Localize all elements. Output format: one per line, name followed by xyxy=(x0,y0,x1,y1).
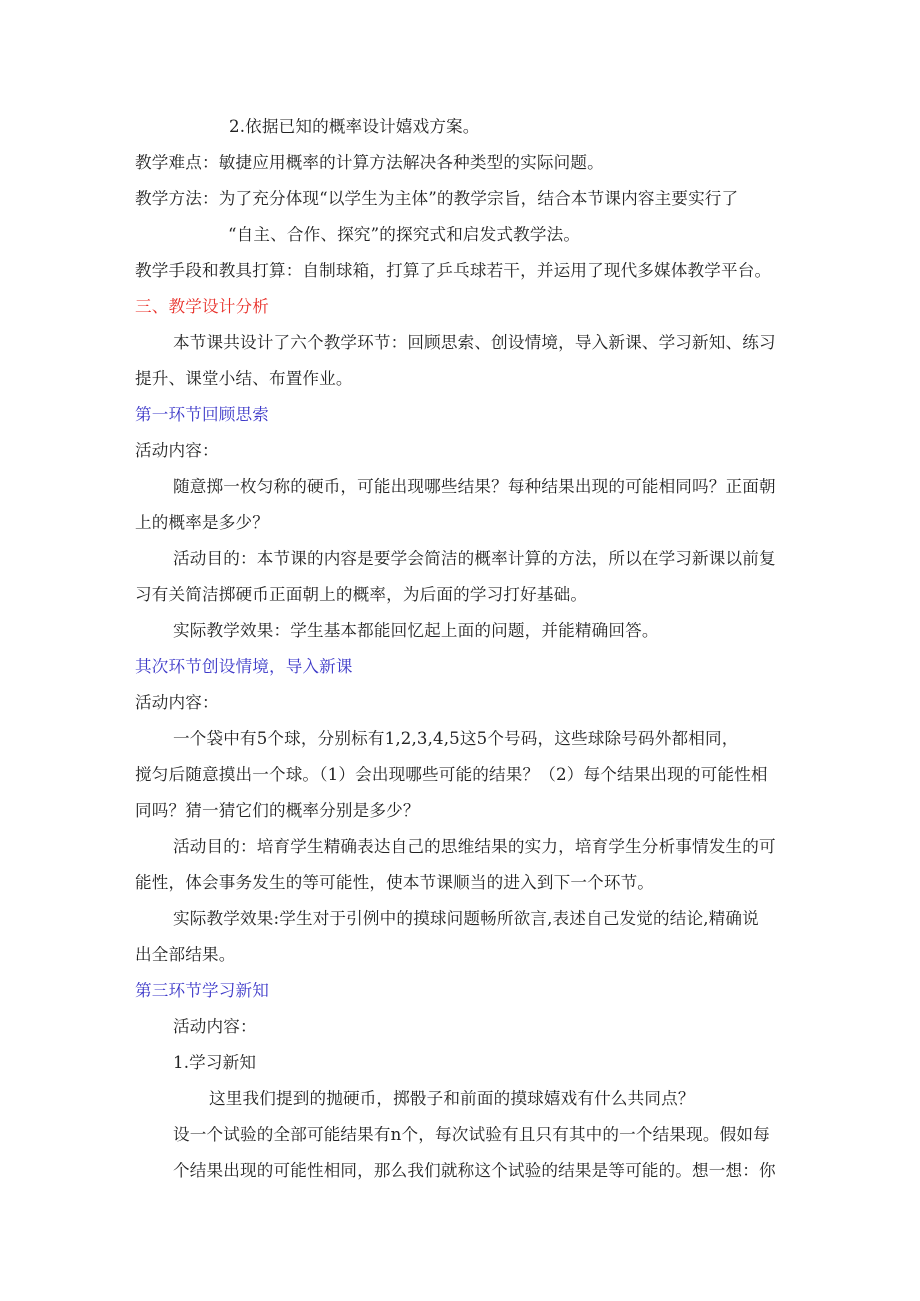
section-heading-design-analysis: 三、教学设计分析 xyxy=(135,297,269,316)
step-2-content-line-3: 同吗？猜一猜它们的概率分别是多少？ xyxy=(135,801,420,820)
step-1-activity-label: 活动内容： xyxy=(135,441,219,460)
step-1-heading: 第一环节回顾思索 xyxy=(135,405,269,424)
step-2-activity-label: 活动内容： xyxy=(135,693,219,712)
step-2-content-line-1: 一个袋中有5个球，分别标有1,2,3,4,5这5个号码，这些球除号码外都相同， xyxy=(173,729,739,748)
step-3-definition-line-2: 个结果出现的可能性相同，那么我们就称这个试验的结果是等可能的。想一想：你 xyxy=(173,1161,776,1180)
goal-item-2: 2.依据已知的概率设计嬉戏方案。 xyxy=(229,117,480,136)
step-1-content-line-1: 随意掷一枚匀称的硬币，可能出现哪些结果？每种结果出现的可能相同吗？正面朝 xyxy=(173,477,776,496)
step-2-effect-line-2: 出全部结果。 xyxy=(135,945,236,964)
step-3-subheading: 1.学习新知 xyxy=(173,1053,257,1072)
step-3-heading: 第三环节学习新知 xyxy=(135,981,269,1000)
design-overview-line-2: 提升、课堂小结、布置作业。 xyxy=(135,369,353,388)
step-3-definition-line-1: 设一个试验的全部可能结果有n个，每次试验有且只有其中的一个结果现。假如每 xyxy=(173,1125,770,1144)
teaching-tools: 教学手段和教具打算：自制球箱，打算了乒乓球若干，并运用了现代多媒体教学平台。 xyxy=(135,261,772,280)
step-3-activity-label: 活动内容： xyxy=(173,1017,257,1036)
step-1-purpose-line-1: 活动目的：本节课的内容是要学会简洁的概率计算的方法，所以在学习新课以前复 xyxy=(173,549,776,568)
step-2-purpose-line-1: 活动目的：培育学生精确表达自己的思维结果的实力，培育学生分析事情发生的可 xyxy=(173,837,776,856)
step-3-question: 这里我们提到的抛硬币，掷骰子和前面的摸球嬉戏有什么共同点？ xyxy=(209,1089,695,1108)
teaching-method-line-1: 教学方法：为了充分体现“以学生为主体”的教学宗旨，结合本节课内容主要实行了 xyxy=(135,189,739,208)
teaching-difficulty: 教学难点：敏捷应用概率的计算方法解决各种类型的实际问题。 xyxy=(135,153,604,172)
step-2-effect-line-1: 实际教学效果:学生对于引例中的摸球问题畅所欲言,表述自己发觉的结论,精确说 xyxy=(173,909,759,928)
step-1-content-line-2: 上的概率是多少？ xyxy=(135,513,269,532)
design-overview-line-1: 本节课共设计了六个教学环节：回顾思索、创设情境，导入新课、学习新知、练习 xyxy=(173,333,776,352)
teaching-method-line-2: “自主、合作、探究”的探究式和启发式教学法。 xyxy=(228,225,581,244)
step-1-effect: 实际教学效果：学生基本都能回忆起上面的问题，并能精确回答。 xyxy=(173,621,659,640)
step-2-content-line-2: 搅匀后随意摸出一个球。（1）会出现哪些可能的结果？（2）每个结果出现的可能性相 xyxy=(135,765,768,784)
step-1-purpose-line-2: 习有关简洁掷硬币正面朝上的概率，为后面的学习打好基础。 xyxy=(135,585,588,604)
step-2-heading: 其次环节创设情境，导入新课 xyxy=(135,657,353,676)
step-2-purpose-line-2: 能性，体会事务发生的等可能性，使本节课顺当的进入到下一个环节。 xyxy=(135,873,655,892)
